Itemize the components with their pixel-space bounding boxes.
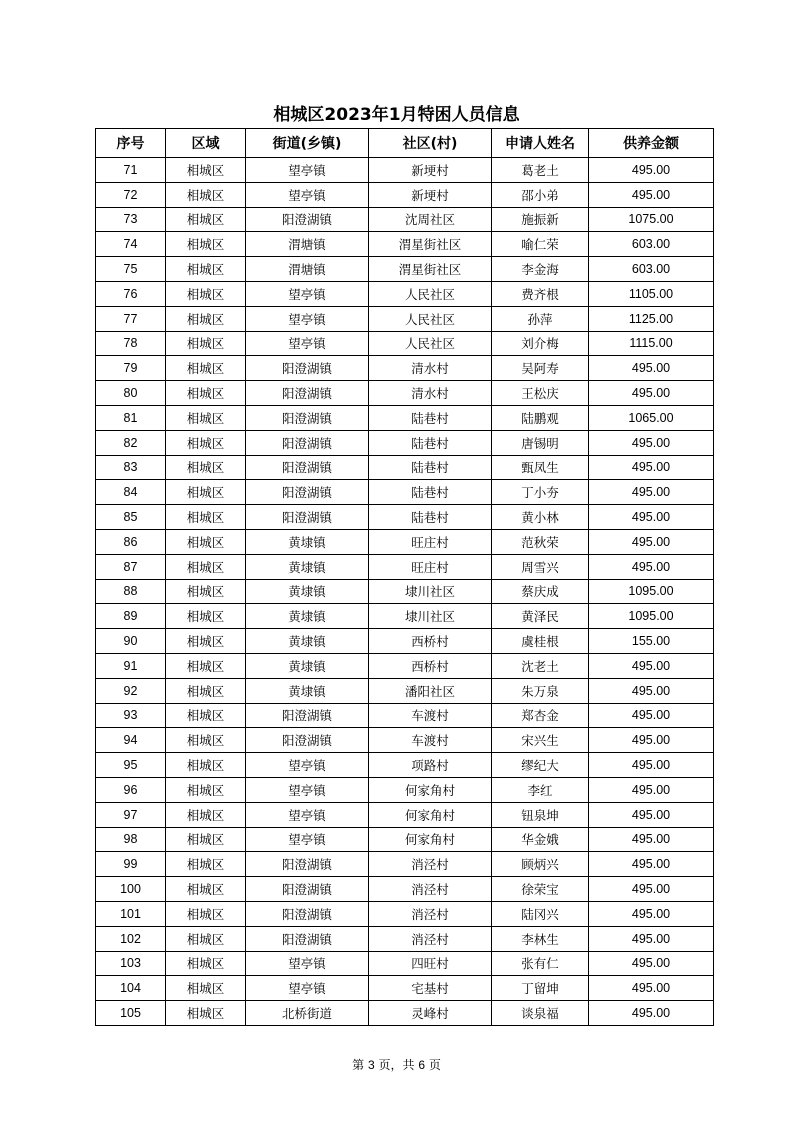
cell-district: 相城区 — [166, 455, 246, 480]
table-row — [96, 381, 714, 406]
cell-amount: 495.00 — [589, 802, 714, 827]
cell-district: 相城区 — [166, 158, 246, 183]
cell-street: 望亭镇 — [246, 306, 369, 331]
table-row — [96, 777, 714, 802]
table-row — [96, 901, 714, 926]
cell-community: 人民社区 — [369, 281, 492, 306]
roster-table — [95, 128, 714, 1026]
cell-community: 旺庄村 — [369, 554, 492, 579]
cell-applicant: 张有仁 — [492, 951, 589, 976]
table-row — [96, 232, 714, 257]
cell-community: 何家角村 — [369, 777, 492, 802]
cell-community: 清水村 — [369, 356, 492, 381]
cell-index: 77 — [96, 306, 166, 331]
cell-amount: 495.00 — [589, 852, 714, 877]
cell-applicant: 甄凤生 — [492, 455, 589, 480]
cell-street: 阳澄湖镇 — [246, 405, 369, 430]
cell-amount: 1115.00 — [589, 331, 714, 356]
table-row — [96, 306, 714, 331]
cell-amount: 495.00 — [589, 430, 714, 455]
cell-index: 71 — [96, 158, 166, 183]
cell-street: 阳澄湖镇 — [246, 703, 369, 728]
cell-applicant: 虞桂根 — [492, 629, 589, 654]
cell-amount: 603.00 — [589, 257, 714, 282]
cell-index: 80 — [96, 381, 166, 406]
cell-amount: 495.00 — [589, 777, 714, 802]
table-row — [96, 976, 714, 1001]
footer-prefix: 第 — [352, 1058, 365, 1072]
cell-amount: 603.00 — [589, 232, 714, 257]
cell-index: 103 — [96, 951, 166, 976]
cell-index: 74 — [96, 232, 166, 257]
cell-district: 相城区 — [166, 777, 246, 802]
cell-applicant: 华金娥 — [492, 827, 589, 852]
cell-community: 渭星街社区 — [369, 257, 492, 282]
cell-index: 94 — [96, 728, 166, 753]
cell-index: 104 — [96, 976, 166, 1001]
cell-community: 清水村 — [369, 381, 492, 406]
cell-index: 91 — [96, 653, 166, 678]
cell-community: 消泾村 — [369, 926, 492, 951]
table-row — [96, 579, 714, 604]
table-row — [96, 257, 714, 282]
cell-community: 人民社区 — [369, 331, 492, 356]
cell-community: 何家角村 — [369, 827, 492, 852]
roster-table-container — [95, 128, 714, 1026]
cell-amount: 495.00 — [589, 455, 714, 480]
table-row — [96, 455, 714, 480]
column-header-applicant: 申请人姓名 — [492, 129, 589, 158]
cell-amount: 495.00 — [589, 505, 714, 530]
cell-district: 相城区 — [166, 257, 246, 282]
table-row — [96, 951, 714, 976]
cell-district: 相城区 — [166, 753, 246, 778]
cell-district: 相城区 — [166, 480, 246, 505]
footer-suffix: 页 — [428, 1058, 441, 1072]
cell-community: 西桥村 — [369, 629, 492, 654]
cell-amount: 495.00 — [589, 554, 714, 579]
cell-index: 73 — [96, 207, 166, 232]
cell-district: 相城区 — [166, 331, 246, 356]
cell-applicant: 钮泉坤 — [492, 802, 589, 827]
cell-community: 埭川社区 — [369, 579, 492, 604]
cell-street: 阳澄湖镇 — [246, 455, 369, 480]
cell-index: 86 — [96, 529, 166, 554]
cell-applicant: 施振新 — [492, 207, 589, 232]
cell-amount: 495.00 — [589, 827, 714, 852]
cell-district: 相城区 — [166, 976, 246, 1001]
cell-community: 陆巷村 — [369, 455, 492, 480]
cell-amount: 1065.00 — [589, 405, 714, 430]
footer-mid: 页，共 — [378, 1058, 415, 1072]
cell-applicant: 范秋荣 — [492, 529, 589, 554]
cell-street: 北桥街道 — [246, 1001, 369, 1026]
cell-street: 阳澄湖镇 — [246, 356, 369, 381]
cell-street: 阳澄湖镇 — [246, 381, 369, 406]
cell-index: 105 — [96, 1001, 166, 1026]
cell-amount: 495.00 — [589, 678, 714, 703]
cell-index: 101 — [96, 901, 166, 926]
cell-community: 宅基村 — [369, 976, 492, 1001]
table-row — [96, 430, 714, 455]
table-row — [96, 505, 714, 530]
cell-street: 渭塘镇 — [246, 232, 369, 257]
cell-street: 黄埭镇 — [246, 604, 369, 629]
cell-community: 陆巷村 — [369, 505, 492, 530]
cell-street: 阳澄湖镇 — [246, 901, 369, 926]
table-row — [96, 802, 714, 827]
cell-street: 望亭镇 — [246, 331, 369, 356]
cell-district: 相城区 — [166, 877, 246, 902]
cell-applicant: 郑杏金 — [492, 703, 589, 728]
cell-amount: 1125.00 — [589, 306, 714, 331]
cell-street: 望亭镇 — [246, 802, 369, 827]
table-row — [96, 554, 714, 579]
cell-index: 87 — [96, 554, 166, 579]
cell-amount: 495.00 — [589, 901, 714, 926]
table-row — [96, 405, 714, 430]
cell-applicant: 喻仁荣 — [492, 232, 589, 257]
table-row — [96, 1001, 714, 1026]
cell-index: 81 — [96, 405, 166, 430]
column-header-district: 区域 — [166, 129, 246, 158]
cell-amount: 1095.00 — [589, 604, 714, 629]
cell-street: 阳澄湖镇 — [246, 877, 369, 902]
cell-index: 93 — [96, 703, 166, 728]
cell-applicant: 黄泽民 — [492, 604, 589, 629]
cell-applicant: 蔡庆成 — [492, 579, 589, 604]
cell-index: 78 — [96, 331, 166, 356]
cell-community: 陆巷村 — [369, 480, 492, 505]
cell-street: 阳澄湖镇 — [246, 926, 369, 951]
cell-amount: 495.00 — [589, 529, 714, 554]
page-title: 相城区2023年1月特困人员信息 — [273, 105, 520, 125]
cell-index: 85 — [96, 505, 166, 530]
cell-applicant: 陆冈兴 — [492, 901, 589, 926]
table-row — [96, 753, 714, 778]
cell-amount: 495.00 — [589, 976, 714, 1001]
table-row — [96, 852, 714, 877]
table-row — [96, 827, 714, 852]
cell-amount: 495.00 — [589, 1001, 714, 1026]
cell-street: 黄埭镇 — [246, 653, 369, 678]
table-row — [96, 480, 714, 505]
cell-applicant: 丁小夯 — [492, 480, 589, 505]
cell-district: 相城区 — [166, 356, 246, 381]
table-body — [96, 158, 714, 1026]
cell-district: 相城区 — [166, 554, 246, 579]
cell-index: 89 — [96, 604, 166, 629]
cell-community: 陆巷村 — [369, 430, 492, 455]
cell-district: 相城区 — [166, 629, 246, 654]
table-row — [96, 356, 714, 381]
footer-total-pages: 6 — [418, 1058, 426, 1072]
cell-district: 相城区 — [166, 653, 246, 678]
cell-street: 阳澄湖镇 — [246, 852, 369, 877]
cell-district: 相城区 — [166, 505, 246, 530]
column-header-index: 序号 — [96, 129, 166, 158]
table-row — [96, 207, 714, 232]
cell-street: 望亭镇 — [246, 976, 369, 1001]
cell-district: 相城区 — [166, 951, 246, 976]
cell-applicant: 葛老土 — [492, 158, 589, 183]
cell-street: 阳澄湖镇 — [246, 207, 369, 232]
cell-applicant: 宋兴生 — [492, 728, 589, 753]
table-row — [96, 653, 714, 678]
cell-applicant: 黄小林 — [492, 505, 589, 530]
cell-district: 相城区 — [166, 1001, 246, 1026]
cell-index: 79 — [96, 356, 166, 381]
cell-community: 消泾村 — [369, 877, 492, 902]
cell-community: 何家角村 — [369, 802, 492, 827]
cell-district: 相城区 — [166, 405, 246, 430]
cell-amount: 495.00 — [589, 926, 714, 951]
cell-district: 相城区 — [166, 852, 246, 877]
cell-district: 相城区 — [166, 728, 246, 753]
cell-community: 陆巷村 — [369, 405, 492, 430]
cell-applicant: 李林生 — [492, 926, 589, 951]
cell-street: 望亭镇 — [246, 951, 369, 976]
table-row — [96, 678, 714, 703]
cell-index: 88 — [96, 579, 166, 604]
cell-district: 相城区 — [166, 529, 246, 554]
cell-street: 渭塘镇 — [246, 257, 369, 282]
cell-district: 相城区 — [166, 827, 246, 852]
cell-street: 黄埭镇 — [246, 629, 369, 654]
column-header-street: 街道(乡镇) — [246, 129, 369, 158]
cell-applicant: 王松庆 — [492, 381, 589, 406]
cell-applicant: 周雪兴 — [492, 554, 589, 579]
cell-community: 旺庄村 — [369, 529, 492, 554]
column-header-amount: 供养金额 — [589, 129, 714, 158]
cell-community: 新埂村 — [369, 182, 492, 207]
cell-amount: 495.00 — [589, 951, 714, 976]
cell-index: 99 — [96, 852, 166, 877]
cell-applicant: 李金海 — [492, 257, 589, 282]
cell-applicant: 沈老土 — [492, 653, 589, 678]
cell-district: 相城区 — [166, 802, 246, 827]
cell-district: 相城区 — [166, 306, 246, 331]
table-row — [96, 529, 714, 554]
cell-street: 黄埭镇 — [246, 579, 369, 604]
cell-amount: 495.00 — [589, 480, 714, 505]
cell-street: 黄埭镇 — [246, 529, 369, 554]
cell-applicant: 丁留坤 — [492, 976, 589, 1001]
cell-amount: 495.00 — [589, 158, 714, 183]
table-row — [96, 703, 714, 728]
cell-applicant: 费齐根 — [492, 281, 589, 306]
cell-amount: 495.00 — [589, 753, 714, 778]
table-row — [96, 331, 714, 356]
cell-community: 西桥村 — [369, 653, 492, 678]
table-row — [96, 728, 714, 753]
cell-applicant: 孙萍 — [492, 306, 589, 331]
cell-community: 埭川社区 — [369, 604, 492, 629]
cell-community: 消泾村 — [369, 901, 492, 926]
cell-index: 76 — [96, 281, 166, 306]
table-row — [96, 158, 714, 183]
cell-index: 75 — [96, 257, 166, 282]
cell-district: 相城区 — [166, 579, 246, 604]
cell-district: 相城区 — [166, 207, 246, 232]
cell-index: 97 — [96, 802, 166, 827]
cell-applicant: 邵小弟 — [492, 182, 589, 207]
cell-district: 相城区 — [166, 926, 246, 951]
cell-index: 100 — [96, 877, 166, 902]
cell-amount: 495.00 — [589, 356, 714, 381]
cell-district: 相城区 — [166, 281, 246, 306]
cell-amount: 155.00 — [589, 629, 714, 654]
cell-amount: 495.00 — [589, 877, 714, 902]
cell-street: 黄埭镇 — [246, 678, 369, 703]
cell-community: 项路村 — [369, 753, 492, 778]
table-header-row — [96, 129, 714, 158]
cell-amount: 495.00 — [589, 182, 714, 207]
cell-community: 新埂村 — [369, 158, 492, 183]
cell-index: 82 — [96, 430, 166, 455]
cell-district: 相城区 — [166, 678, 246, 703]
cell-applicant: 唐锡明 — [492, 430, 589, 455]
cell-amount: 495.00 — [589, 381, 714, 406]
cell-community: 消泾村 — [369, 852, 492, 877]
cell-applicant: 刘介梅 — [492, 331, 589, 356]
cell-street: 阳澄湖镇 — [246, 505, 369, 530]
cell-index: 83 — [96, 455, 166, 480]
cell-street: 望亭镇 — [246, 777, 369, 802]
cell-street: 黄埭镇 — [246, 554, 369, 579]
table-row — [96, 604, 714, 629]
cell-index: 95 — [96, 753, 166, 778]
cell-district: 相城区 — [166, 604, 246, 629]
cell-community: 沈周社区 — [369, 207, 492, 232]
table-row — [96, 926, 714, 951]
cell-street: 望亭镇 — [246, 281, 369, 306]
cell-index: 98 — [96, 827, 166, 852]
cell-street: 望亭镇 — [246, 753, 369, 778]
cell-applicant: 徐荣宝 — [492, 877, 589, 902]
cell-applicant: 朱万泉 — [492, 678, 589, 703]
cell-community: 灵峰村 — [369, 1001, 492, 1026]
column-header-community: 社区(村) — [369, 129, 492, 158]
cell-index: 92 — [96, 678, 166, 703]
cell-amount: 495.00 — [589, 728, 714, 753]
cell-community: 人民社区 — [369, 306, 492, 331]
cell-street: 望亭镇 — [246, 182, 369, 207]
cell-applicant: 李红 — [492, 777, 589, 802]
cell-street: 阳澄湖镇 — [246, 430, 369, 455]
cell-applicant: 谈泉福 — [492, 1001, 589, 1026]
footer-page-number: 3 — [367, 1058, 375, 1072]
page-footer — [0, 1056, 793, 1073]
cell-district: 相城区 — [166, 182, 246, 207]
cell-district: 相城区 — [166, 430, 246, 455]
table-row — [96, 877, 714, 902]
cell-community: 车渡村 — [369, 703, 492, 728]
cell-district: 相城区 — [166, 232, 246, 257]
cell-district: 相城区 — [166, 381, 246, 406]
cell-community: 车渡村 — [369, 728, 492, 753]
cell-district: 相城区 — [166, 703, 246, 728]
cell-amount: 495.00 — [589, 703, 714, 728]
cell-applicant: 吴阿寿 — [492, 356, 589, 381]
cell-amount: 1095.00 — [589, 579, 714, 604]
cell-community: 四旺村 — [369, 951, 492, 976]
cell-district: 相城区 — [166, 901, 246, 926]
cell-index: 90 — [96, 629, 166, 654]
cell-community: 潘阳社区 — [369, 678, 492, 703]
cell-index: 102 — [96, 926, 166, 951]
cell-amount: 1075.00 — [589, 207, 714, 232]
cell-applicant: 陆鹏观 — [492, 405, 589, 430]
cell-street: 阳澄湖镇 — [246, 480, 369, 505]
cell-amount: 1105.00 — [589, 281, 714, 306]
cell-street: 望亭镇 — [246, 827, 369, 852]
cell-applicant: 缪纪大 — [492, 753, 589, 778]
cell-index: 96 — [96, 777, 166, 802]
cell-index: 84 — [96, 480, 166, 505]
cell-applicant: 顾炳兴 — [492, 852, 589, 877]
cell-amount: 495.00 — [589, 653, 714, 678]
table-row — [96, 182, 714, 207]
table-row — [96, 629, 714, 654]
cell-street: 望亭镇 — [246, 158, 369, 183]
cell-community: 渭星街社区 — [369, 232, 492, 257]
cell-index: 72 — [96, 182, 166, 207]
cell-street: 阳澄湖镇 — [246, 728, 369, 753]
table-row — [96, 281, 714, 306]
